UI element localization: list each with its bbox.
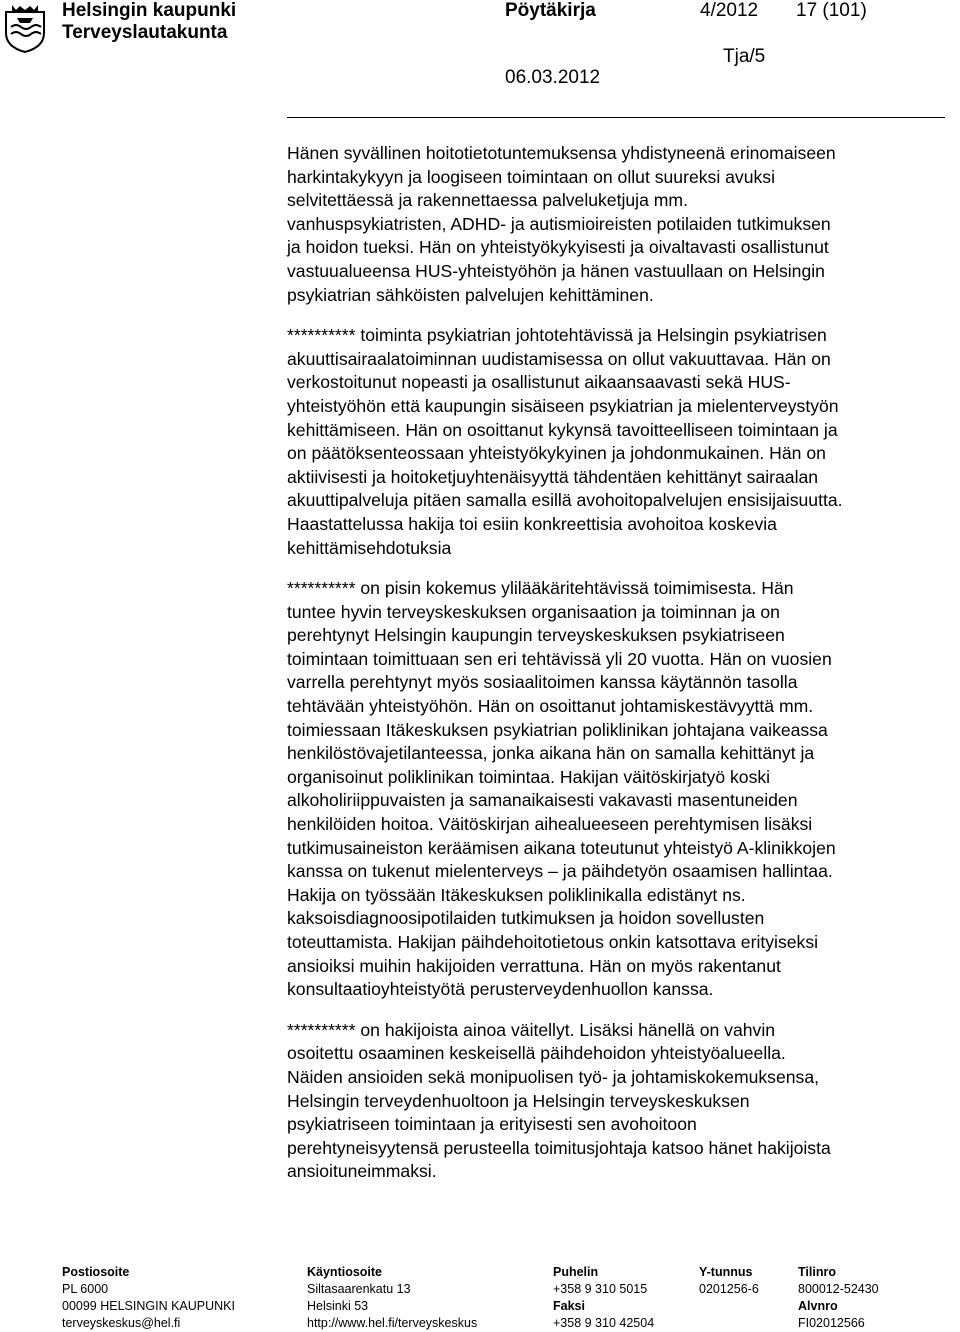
paragraph-line: ansioituneimmaksi.	[287, 1161, 437, 1182]
paragraph-line: ********** on pisin kokemus ylilääkäritehtävissä toimimisesta. Hän	[287, 578, 794, 599]
body-paragraph	[287, 1019, 947, 1184]
paragraph-line: kehittämiseen. Hän on osoittanut kykynsä tavoitteelliseen toimintaan ja	[287, 419, 838, 440]
paragraph-line: toteuttamista. Hakijan päihdehoitotietous onkin katsottava erityiseksi	[287, 932, 819, 952]
paragraph-line: akuuttisairaalatoiminnan uudistamisessa on ollut vakuuttavaa. Hän on	[287, 348, 831, 369]
paragraph-line: aktiivisesti ja hoitoketjuyhtenäisyyttä tähdentäen kehittänyt sairaalan	[287, 466, 819, 487]
footer-line: terveyskeskus@hel.fi	[62, 1316, 181, 1330]
paragraph-line: verkostoitunut nopeasti ja osallistunut aikaansaavasti sekä HUS-	[287, 372, 791, 393]
paragraph-line: kaksoisdiagnoosipotilaiden tutkimuksen ja hoidon sovellusten	[287, 908, 765, 929]
paragraph-line: henkilöiden hoitoa. Väitöskirjan aihealueeseen perehtymisen lisäksi	[287, 814, 813, 835]
footer-column	[699, 1264, 759, 1298]
paragraph-line: alkoholiriippuvaisten ja samanaikaisesti vakavasti masentuneiden	[287, 790, 798, 811]
header-organization: Helsingin kaupunki	[62, 0, 237, 21]
paragraph-line: Näiden ansioiden sekä monipuolisen työ- ja johtamiskokemuksensa,	[287, 1066, 820, 1087]
paragraph-line: kehittämisehdotuksia	[287, 537, 452, 558]
header-divider	[287, 117, 945, 118]
footer-heading: Käyntiosoite	[307, 1265, 383, 1279]
paragraph-line: akuuttipalveluja pitäen samalla esillä avohoitopalvelujen ensisijaisuutta.	[287, 490, 843, 511]
paragraph-line: ja hoidon tueksi. Hän on yhteistyökykyisesti ja oivaltavasti osallistunut	[287, 237, 829, 258]
paragraph-line: tuntee hyvin terveyskeskuksen organisaation ja toiminnan ja on	[287, 601, 780, 622]
paragraph-line: toimintaan toimittuaan sen eri tehtävissä yli 20 vuotta. Hän on vuosien	[287, 648, 832, 669]
paragraph-line: ********** toiminta psykiatrian johtotehtävissä ja Helsingin psykiatrisen	[287, 325, 827, 346]
paragraph-line: vastuualueensa HUS-yhteistyöhön ja hänen vastuullaan on Helsingin	[287, 260, 825, 281]
paragraph-line: konsultaatioyhteistyötä perusterveydenhuollon kanssa.	[287, 979, 714, 1000]
footer-column	[62, 1264, 235, 1332]
paragraph-line: tutkimusaineiston keräämisen aikana toteutunut yhteistyö A-klinikkojen	[287, 837, 836, 858]
paragraph-line: perehtynyt Helsingin kaupungin terveyskeskuksen psykiatriseen	[287, 625, 785, 646]
footer-line: Helsinki 53	[307, 1299, 369, 1313]
footer-line: http://www.hel.fi/terveyskeskus	[307, 1316, 478, 1330]
paragraph-line: harkintakykyyn ja loogiseen toimintaan on ollut suureksi avuksi	[287, 166, 775, 187]
footer-heading: Tilinro	[798, 1265, 836, 1279]
header-section-code: Tja/5	[723, 46, 766, 67]
paragraph-line: on päätöksenteossaan yhteistyökykyinen ja johdonmukainen. Hän on	[287, 443, 826, 464]
paragraph-line: Hänen syvällinen hoitotietotuntemuksensa yhdistyneenä erinomaiseen	[287, 143, 836, 163]
footer-heading: Puhelin	[553, 1265, 599, 1279]
paragraph-line: vanhuspsykiatristen, ADHD- ja autismioireisten potilaiden tutkimuksen	[287, 213, 831, 234]
paragraph-line: psykiatrian sähköisten palvelujen kehittäminen.	[287, 284, 654, 305]
footer-line: FI02012566	[798, 1316, 865, 1330]
footer-column	[307, 1264, 477, 1332]
footer-line: +358 9 310 42504	[553, 1316, 655, 1330]
header-page-number: 17 (101)	[796, 0, 867, 21]
footer-line: +358 9 310 5015	[553, 1282, 648, 1296]
header-document-number: 4/2012	[700, 0, 759, 21]
footer-column	[798, 1264, 879, 1332]
footer-column	[553, 1264, 654, 1332]
footer-line: 00099 HELSINGIN KAUPUNKI	[62, 1299, 235, 1313]
footer-line: Siltasaarenkatu 13	[307, 1282, 411, 1296]
footer-heading: Y-tunnus	[699, 1265, 753, 1279]
body-paragraph	[287, 577, 947, 1002]
paragraph-line: varrella perehtynyt myös sosiaalitoimen kanssa käytännön tasolla	[287, 672, 798, 693]
footer-line: PL 6000	[62, 1282, 109, 1296]
paragraph-line: perehtyneisyytensä perusteella toimitusjohtaja katsoo hänet hakijoista	[287, 1137, 831, 1158]
paragraph-line: yhteistyöhön että kaupungin sisäiseen psykiatrian ja mielenterveystyön	[287, 395, 839, 416]
footer-line: Faksi	[553, 1299, 585, 1313]
paragraph-line: toimiessaan Itäkeskuksen psykiatrian poliklinikan johtajana vaikeassa	[287, 719, 828, 740]
paragraph-line: henkilöstövajetilanteessa, jonka aikana hän on samalla kehittänyt ja	[287, 743, 815, 764]
helsinki-crest-logo	[3, 3, 47, 53]
body-paragraph	[287, 142, 947, 307]
header-document-type: Pöytäkirja	[505, 0, 596, 21]
footer-line: 800012-52430	[798, 1282, 879, 1296]
paragraph-line: selvitettäessä ja rakennettaessa palveluketjuja mm.	[287, 190, 688, 211]
paragraph-line: psykiatriseen toimintaan ja erityisesti sen avohoitoon	[287, 1114, 697, 1135]
body-paragraph	[287, 324, 947, 560]
paragraph-line: osoitettu osaaminen keskeisellä päihdehoidon yhteistyöalueella.	[287, 1043, 786, 1064]
paragraph-line: ansioiksi muihin hakijoiden verrattuna. Hän on myös rakentanut	[287, 955, 781, 976]
header-date: 06.03.2012	[505, 67, 601, 88]
paragraph-line: ********** on hakijoista ainoa väitellyt. Lisäksi hänellä on vahvin	[287, 1019, 776, 1040]
paragraph-line: organisoinut poliklinikan toimintaa. Hakijan väitöskirjatyö koski	[287, 766, 771, 787]
header-board: Terveyslautakunta	[62, 22, 228, 43]
paragraph-line: Helsingin terveydenhuoltoon ja Helsingin terveyskeskuksen	[287, 1090, 750, 1111]
footer-heading: Postiosoite	[62, 1265, 130, 1279]
paragraph-line: Haastattelussa hakija toi esiin konkreettisia avohoitoa koskevia	[287, 513, 777, 534]
paragraph-line: kanssa on tukenut mielenterveys – ja päihdetyön osaamisen hallintaa.	[287, 861, 833, 882]
paragraph-line: Hakija on työssään Itäkeskuksen poliklinikalla edistänyt ns.	[287, 884, 746, 905]
footer-line: Alvnro	[798, 1299, 838, 1313]
document-body	[287, 142, 947, 1201]
paragraph-line: tehtävään yhteistyöhön. Hän on osoittanut johtamiskestävyyttä mm.	[287, 696, 814, 717]
footer-line: 0201256-6	[699, 1282, 759, 1296]
